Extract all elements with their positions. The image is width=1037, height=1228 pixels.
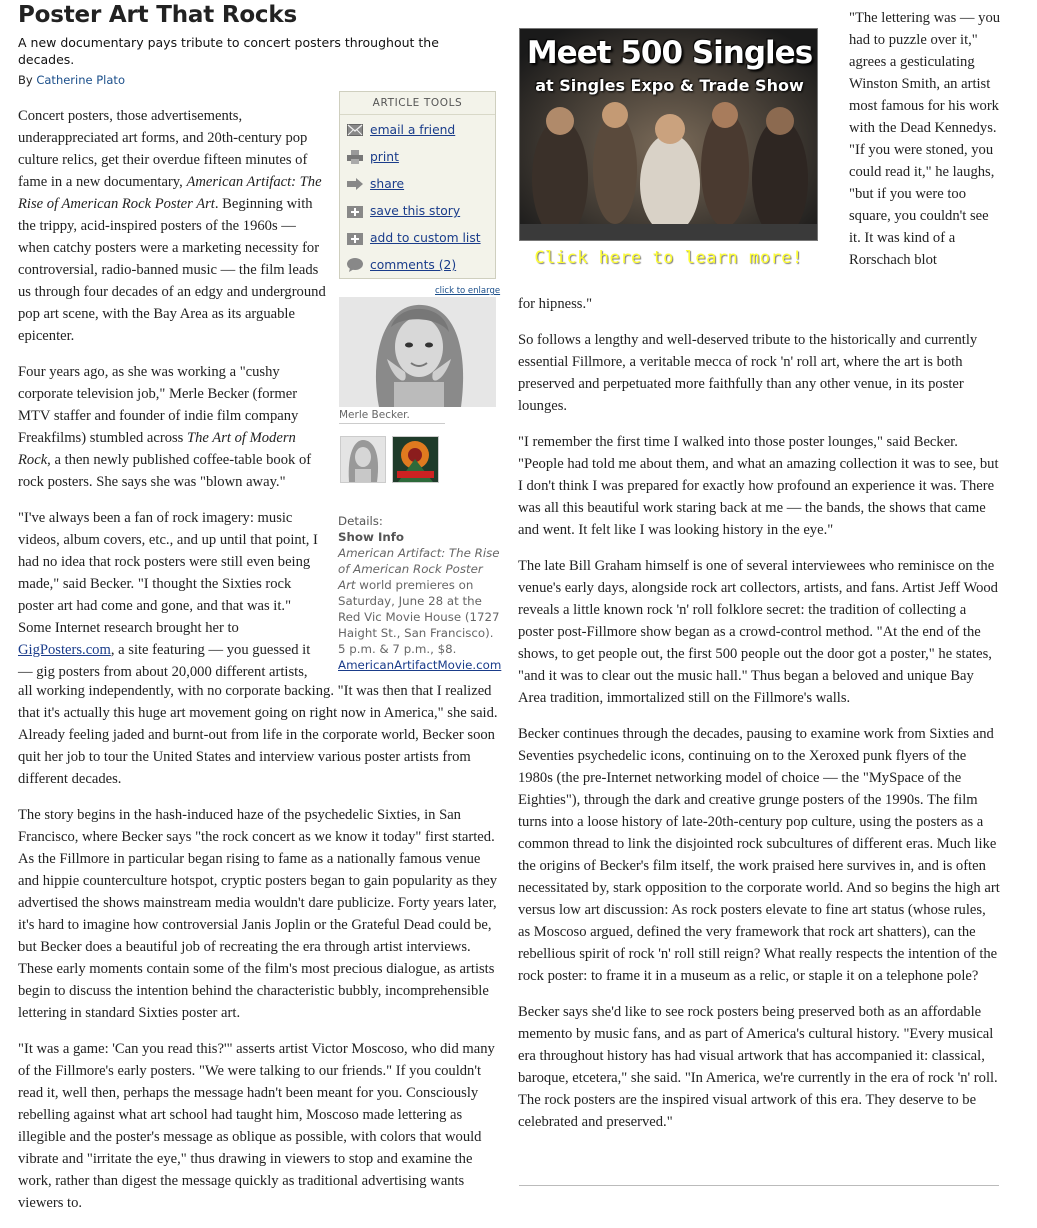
share-button[interactable]: [346, 174, 404, 194]
ad-headline: Meet 500 Singles: [526, 35, 813, 71]
paragraph-r0-end: for hipness.": [518, 296, 593, 312]
article-tools-box: [339, 91, 496, 279]
p3-text-mid: , a site featuring — you guessed it — gig posters from about 20,000 different artists,: [18, 642, 311, 680]
email-a-friend-button[interactable]: [346, 120, 455, 140]
thumbnail-pearl-jam-poster[interactable]: [392, 436, 439, 483]
plus-folder-icon: [346, 231, 364, 245]
book-title-italic: The Art of Modern Rock: [18, 430, 296, 468]
print-button[interactable]: [346, 147, 399, 167]
ad-cta-link[interactable]: Click here to learn more!: [534, 248, 803, 268]
article-body-right-narrow: [849, 7, 1001, 271]
article-body-right-wide: [518, 293, 1001, 1147]
article-tools-heading: ARTICLE TOOLS: [340, 92, 495, 115]
author-link[interactable]: Catherine Plato: [36, 73, 125, 87]
paragraph-r1: So follows a lengthy and well-deserved tribute to the historically and currently essential Fillmore, a veritable mecca of rock 'n' roll art, where the art is both preserved and perpetuated more faithfully than any other venue, in its poster lounges.: [518, 332, 978, 414]
paragraph-r0: "The lettering was — you had to puzzle over it," agrees a gesticulating Winston Smith, an artist most famous for his work with the Dead Kennedys. "If you were stoned, you could read it," he laughs, "but if you were too square, you couldn't see it. It was kind of a Rorschach blot: [849, 10, 1001, 268]
paragraph-2: [18, 361, 327, 493]
divider: [519, 1185, 999, 1186]
tool-label: share: [370, 177, 405, 191]
page-title: Poster Art That Rocks: [18, 2, 297, 28]
paragraph-3-cont: all working independently, with no corporate backing. "It was then that I realized that it's actually this huge art movement going on right now in America," she said. Already feeling jaded and burnt-out from life in the corporate world, Becker soon quit her job to tour the United States and interview various poster artists from different decades.: [18, 683, 498, 787]
p1-text-end: . Beginning with the trippy, acid-inspired posters of the 1960s — when catchy posters were a marketing necessity for controversial, radio-banned music — the film leads us through four decades of an edgy and underground pop art scene, with the Bay Area as its arguable epicenter.: [18, 196, 326, 344]
paragraph-5: "It was a game: 'Can you read this?'" asserts artist Victor Moscoso, who did many of the Fillmore's early posters. "We were talking to our friends." If you couldn't read it, well then, perhaps the message hadn't been meant for you. Consciously rebelling against what art school had taught him, Moscoso made lettering as illegible and the poster's message as oblique as possible, with colors that would vibrate and "irritate the eye," thus drawing in viewers to stop and examine the work, rather than digest the message quickly as traditional advertising wants viewers to.: [18, 1041, 495, 1211]
article-body-left-narrow: [18, 105, 327, 683]
tool-label: save this story: [370, 204, 461, 218]
gigposters-link[interactable]: GigPosters.com: [18, 642, 111, 658]
ad-subheadline: at Singles Expo & Trade Show: [535, 76, 804, 95]
byline-prefix: By: [18, 73, 37, 87]
envelope-icon: [346, 123, 364, 137]
paragraph-3: [18, 507, 327, 683]
tool-label: comments (2): [370, 258, 457, 272]
film-website-link[interactable]: AmericanArtifactMovie.com: [338, 658, 502, 672]
share-arrow-icon: [346, 177, 364, 191]
details-film-title: American Artifact: The Rise of American Rock Poster Art: [338, 546, 500, 592]
tool-label: print: [370, 150, 399, 164]
show-info-text: [338, 545, 500, 673]
show-info-heading: Show Info: [338, 530, 405, 544]
film-title-italic: American Artifact: The Rise of American Rock Poster Art: [18, 174, 322, 212]
article-body-left-wide: [18, 680, 500, 1228]
p2-text-end: , a then newly published coffee-table book of rock posters. She says she was "blown away.": [18, 452, 312, 490]
p3-text: "I've always been a fan of rock imagery: music videos, album covers, etc., and up until that point, I had no idea that rock posters were still even being made," said Becker. "I thought the Sixties rock poster art had come and gone, and that was it." Some Internet research brought her to: [18, 510, 318, 636]
paragraph-r2: "I remember the first time I walked into those poster lounges," said Becker. "People had told me about them, and what an amazing collection it was to see, but I don't think I was prepared for exactly how profound an experience it was. There was all this beautiful work staring back at me — the bands, the shows that came and went. It felt like I was looking history in the eye.": [518, 434, 999, 538]
tool-label: add to custom list: [370, 231, 481, 245]
add-to-custom-list-button[interactable]: [346, 228, 481, 248]
thumbnail-becker[interactable]: [340, 436, 386, 483]
details-text: world premieres on Saturday, June 28 at the Red Vic Movie House (1727 Haight St., San Francisco). 5 p.m. & 7 p.m., $8.: [338, 578, 500, 656]
plus-folder-icon: [346, 204, 364, 218]
byline: [18, 73, 125, 87]
ad-image: [519, 28, 818, 241]
paragraph-1: [18, 105, 327, 347]
paragraph-r5: Becker says she'd like to see rock posters being preserved both as an affordable memento by music fans, and as part of America's cultural history. "Every musical era throughout history has had visual artwork that has accompanied it: classical, baroque, etcetera," she said. "In America, we're currently in the era of rock 'n' roll. The rock posters are the inspired visual artwork of this era. They deserve to be celebrated and preserved.": [518, 1004, 998, 1130]
save-this-story-button[interactable]: [346, 201, 460, 221]
merle-becker-photo[interactable]: [339, 297, 496, 407]
article-subtitle: A new documentary pays tribute to concert posters throughout the decades.: [18, 35, 439, 67]
details-label: Details:: [338, 514, 383, 528]
printer-icon: [346, 150, 364, 164]
photo-caption: Merle Becker.: [339, 409, 445, 424]
click-to-enlarge-link[interactable]: click to enlarge: [435, 286, 501, 296]
comments-button[interactable]: [346, 255, 456, 275]
singles-expo-ad[interactable]: [519, 28, 818, 274]
paragraph-r3: The late Bill Graham himself is one of several interviewees who reminisce on the venue's early days, alongside rock art collectors, artists, and fans. Artist Jeff Wood reveals a little known rock 'n' roll folklore secret: the tradition of collecting a poster post-Fillmore show began as a crowd-control method. "At the end of the shows, to get people out, the first 500 people out the door got a poster," he states, "and it was to clear out the music hall." Thus began a beloved and unique Bay Area tradition, immortalized still on the Fillmore's walls.: [518, 558, 998, 706]
show-details: [338, 513, 500, 673]
p2-text: Four years ago, as she was working a "cushy corporate television job," Merle Becker (former MTV staffer and founder of indie film company Freakfilms) stumbled across: [18, 364, 299, 446]
tool-label: email a friend: [370, 123, 456, 137]
paragraph-4: The story begins in the hash-induced haze of the psychedelic Sixties, in San Francisco, where Becker says "the rock concert as we know it today" first started. As the Fillmore in particular began rising to fame as a nationally famous venue and hippie counterculture hotspot, cryptic posters began to gain popularity as they advertised the shows mainstream media wouldn't dare publicize. Forty years later, it's hard to imagine how controversial Janis Joplin or the Grateful Dead could be, but Becker does a beautiful job of recreating the era through artist interviews. These early moments contain some of the film's most precious dialogue, as artists begin to discuss the intention behind the characteristic bubbly, incomprehensible lettering in standard Sixties poster art.: [18, 807, 498, 1021]
speech-bubble-icon: [346, 258, 364, 272]
paragraph-r4: Becker continues through the decades, pausing to examine work from Sixties and Seventies psychedelic icons, continuing on to the Xeroxed punk flyers of the 1980s (the pre-Internet networking model of choice — the "MySpace of the Eighties"), through the dark and creative grunge posters of the 1990s. The film turns into a loose history of late-20th-century pop culture, using the posters as a common thread to link the disjointed rock subcultures of different eras. Much like the origins of Becker's film itself, the work praised here survives in, and is often necessitated by, stark opposition to the corporate world. And so begins the high art versus low art discussion: As rock posters elevate to fine art status (whose rules, as Moscoso argued, defined the very framework that rock art shatters), can the rebellious spirit of rock 'n' roll still reign? What really respects the intention of the rock poster: to frame it in a museum as a relic, or staple it on a telephone pole?: [518, 726, 1000, 984]
p1-text: Concert posters, those advertisements, underappreciated art forms, and 20th-century pop culture relics, get their overdue fifteen minutes of fame in a new documentary,: [18, 108, 308, 190]
